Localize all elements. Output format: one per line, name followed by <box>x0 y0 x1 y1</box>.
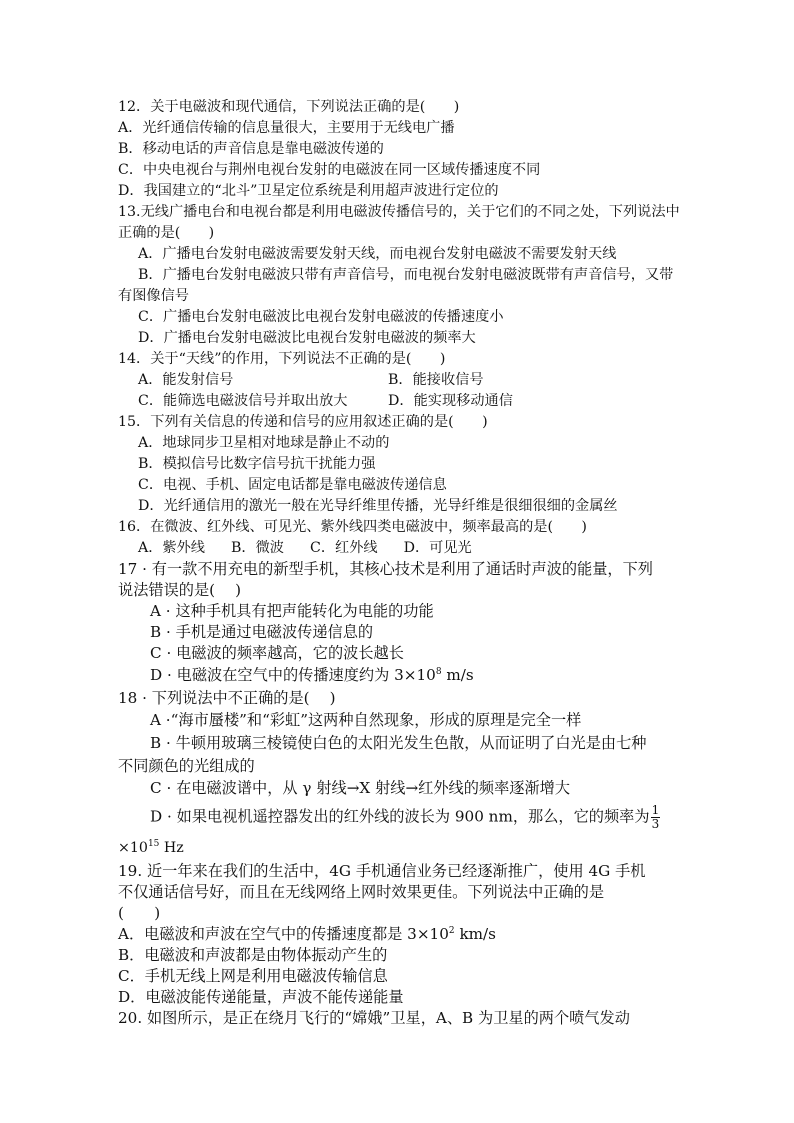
q18-option-b-line2: 不同颜色的光组成的 <box>118 757 255 775</box>
q17-option-d <box>150 665 474 685</box>
q14-option-a: A．能发射信号 <box>138 372 234 388</box>
q14-option-b: B．能接收信号 <box>388 372 484 388</box>
q18-fraction-denominator: 3 <box>651 817 660 831</box>
q14-option-c: C．能筛选电磁波信号并取出放大 <box>138 393 348 409</box>
q17-stem-line1: 17 · 有一款不用充电的新型手机，其核心技术是利用了通话时声波的能量，下列 <box>118 560 653 578</box>
q19-option-a-text: A．电磁波和声波在空气中的传播速度都是 3×10 <box>118 925 449 943</box>
q17-stem-line2: 说法错误的是( ) <box>118 581 241 599</box>
q18-fraction <box>651 804 661 831</box>
q15-option-c: C．电视、手机、固定电话都是靠电磁波传递信息 <box>138 477 447 493</box>
q16-option-b: B．微波 <box>231 540 284 556</box>
q12-option-c: C．中央电视台与荆州电视台发射的电磁波在同一区域传播速度不同 <box>118 162 541 178</box>
q13-option-b-line1: B．广播电台发射电磁波只带有声音信号，而电视台发射电磁波既带有声音信号，又带 <box>138 267 674 283</box>
q16-stem: 16．在微波、红外线、可见光、紫外线四类电磁波中，频率最高的是( ) <box>118 519 587 535</box>
q16-option-a: A．紫外线 <box>138 540 205 556</box>
q18-option-d-unit: Hz <box>159 840 184 856</box>
q15-stem: 15．下列有关信息的传递和信号的应用叙述正确的是( ) <box>118 414 488 430</box>
q13-option-c: C．广播电台发射电磁波比电视台发射电磁波的传播速度小 <box>138 309 504 325</box>
q19-stem-line2: 不仅通话信号好，而且在无线网络上网时效果更佳。下列说法中正确的是 <box>118 883 604 901</box>
q18-option-d-times: ×10 <box>118 840 148 856</box>
q17-option-d-unit: m/s <box>441 666 474 684</box>
q14-option-d: D．能实现移动通信 <box>388 393 513 409</box>
q15-option-b: B．模拟信号比数字信号抗干扰能力强 <box>138 456 376 472</box>
q18-stem: 18 · 下列说法中不正确的是( ) <box>118 689 336 707</box>
q19-option-b: B．电磁波和声波都是由物体振动产生的 <box>118 946 388 964</box>
q18-option-d-exponent: 15 <box>147 839 160 849</box>
q18-option-d <box>150 804 660 831</box>
q14-stem: 14．关于“天线”的作用，下列说法不正确的是( ) <box>118 351 446 367</box>
q19-stem-line3: ( ) <box>118 904 161 922</box>
q13-option-b-line2: 有图像信号 <box>118 288 189 304</box>
q12-stem: 12．关于电磁波和现代通信，下列说法正确的是( ) <box>118 99 460 115</box>
q19-stem-line1: 19. 近一年来在我们的生活中，4G 手机通信业务已经逐渐推广，使用 4G 手机 <box>118 862 646 880</box>
q19-option-d: D．电磁波能传递能量，声波不能传递能量 <box>118 988 404 1006</box>
q17-option-a: A · 这种手机具有把声能转化为电能的功能 <box>150 602 434 620</box>
q15-option-d: D．光纤通信用的激光一般在光导纤维里传播，光导纤维是很细很细的金属丝 <box>138 498 618 514</box>
q20-stem: 20. 如图所示，是正在绕月飞行的“嫦娥”卫星，A、B 为卫星的两个喷气发动 <box>118 1009 630 1027</box>
q16-options <box>138 538 472 558</box>
q17-option-c: C · 电磁波的频率越高，它的波长越长 <box>150 644 404 662</box>
q17-option-d-text: D · 电磁波在空气中的传播速度约为 3×10 <box>150 666 436 684</box>
q19-option-c: C．手机无线上网是利用电磁波传输信息 <box>118 967 388 985</box>
q13-option-a: A．广播电台发射电磁波需要发射天线，而电视台发射电磁波不需要发射天线 <box>138 246 617 262</box>
q18-option-a: A ·“海市蜃楼”和“彩虹”这两种自然现象，形成的原理是完全一样 <box>150 711 582 729</box>
q18-option-d-text: D · 如果电视机遥控器发出的红外线的波长为 900 nm，那么，它的频率为 <box>150 807 650 826</box>
q19-option-a <box>118 924 496 944</box>
q13-option-d: D．广播电台发射电磁波比电视台发射电磁波的频率大 <box>138 330 476 346</box>
q17-option-d-exponent: 8 <box>435 667 442 677</box>
q15-option-a: A．地球同步卫星相对地球是静止不动的 <box>138 435 390 451</box>
q12-option-a: A．光纤通信传输的信息量很大，主要用于无线电广播 <box>118 120 455 136</box>
q18-option-c: C · 在电磁波谱中，从 γ 射线→X 射线→红外线的频率逐渐增大 <box>150 779 571 797</box>
q18-fraction-numerator: 1 <box>651 803 660 817</box>
q13-stem-line2: 正确的是( ) <box>118 225 215 241</box>
q18-option-b-line1: B · 牛顿用玻璃三棱镜使白色的太阳光发生色散，从而证明了白光是由七种 <box>150 734 647 752</box>
q16-option-d: D．可见光 <box>403 540 472 556</box>
q18-option-d-line2 <box>118 838 184 858</box>
q12-option-d: D．我国建立的“北斗”卫星定位系统是利用超声波进行定位的 <box>118 183 499 199</box>
q12-option-b: B．移动电话的声音信息是靠电磁波传递的 <box>118 141 384 157</box>
q16-option-c: C．红外线 <box>310 540 378 556</box>
q19-option-a-unit: km/s <box>454 925 496 943</box>
q19-option-a-exponent: 2 <box>448 926 455 936</box>
q17-option-b: B · 手机是通过电磁波传递信息的 <box>150 623 374 641</box>
q13-stem-line1: 13.无线广播电台和电视台都是利用电磁波传播信号的，关于它们的不同之处，下列说法中 <box>118 204 680 220</box>
